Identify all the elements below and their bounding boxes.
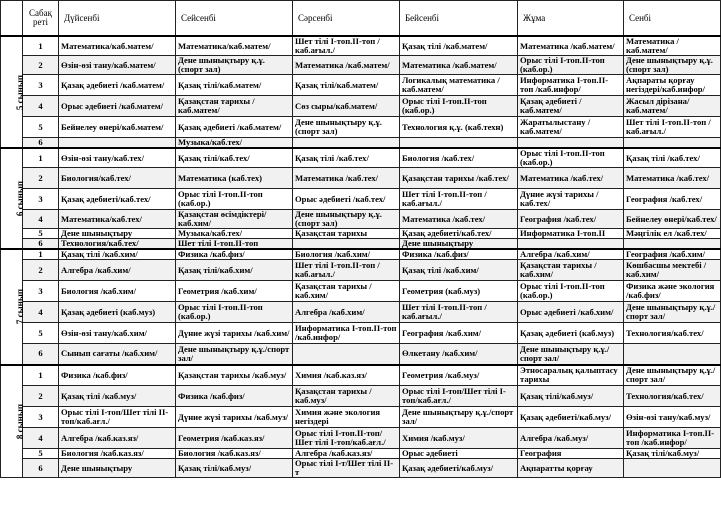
subject-cell bbox=[293, 239, 400, 250]
lesson-number: 5 bbox=[23, 229, 59, 239]
grade-label-text: 5 сынып bbox=[15, 74, 26, 110]
subject-cell: Музыка/каб.тех/ bbox=[176, 138, 293, 149]
subject-cell: Математика /каб.тех/ bbox=[624, 168, 721, 189]
subject-cell: Қазақстан тарихы /каб.хим/ bbox=[518, 260, 624, 281]
lesson-number: 3 bbox=[23, 75, 59, 96]
subject-cell: Бейнелеу өнері/каб.тех/ bbox=[624, 210, 721, 229]
subject-cell: Орыс әдебиеті /каб.матем/ bbox=[59, 96, 176, 117]
subject-cell: Ақпаратты қорғау bbox=[518, 459, 624, 478]
subject-cell: Қазақ тілі/каб.муз/ bbox=[624, 449, 721, 459]
schedule-row bbox=[1, 386, 721, 407]
schedule-row bbox=[1, 344, 721, 365]
subject-cell: Дене шынықтыру bbox=[400, 239, 518, 250]
subject-cell: Математика /каб.матем/ bbox=[518, 36, 624, 56]
subject-cell: Биология /каб.хим/ bbox=[293, 249, 400, 260]
subject-cell: Орыс тілі І-топ/Шет тілі І-топ/каб.ағл./ bbox=[400, 386, 518, 407]
lesson-number: 3 bbox=[23, 281, 59, 302]
subject-cell: Ақпараты қорғау негіздері/каб.инфор/ bbox=[624, 75, 721, 96]
subject-cell: Дене шынықтыру қ.ұ./спорт зал/ bbox=[624, 302, 721, 323]
subject-cell: Физика және экология /каб.физ/ bbox=[624, 281, 721, 302]
subject-cell: Қазақстан тарихы bbox=[293, 229, 400, 239]
schedule-row bbox=[1, 189, 721, 210]
subject-cell: Технология/каб.тех/ bbox=[624, 323, 721, 344]
lesson-number: 3 bbox=[23, 407, 59, 428]
subject-cell bbox=[624, 459, 721, 478]
schedule-row bbox=[1, 117, 721, 138]
subject-cell: Химия /каб.муз/ bbox=[400, 428, 518, 449]
subject-cell: Дене шынықтыру bbox=[59, 229, 176, 239]
subject-cell: Алгебра /каб.каз.яз/ bbox=[59, 428, 176, 449]
subject-cell: Шет тілі І-топ.ІІ-топ bbox=[176, 239, 293, 250]
schedule-row bbox=[1, 210, 721, 229]
lesson-number: 6 bbox=[23, 459, 59, 478]
day-header-tuesday: Сейсенбі bbox=[176, 1, 293, 37]
subject-cell: Орыс тілі І-топ.ІІ-топ (каб.ор.) bbox=[400, 96, 518, 117]
subject-cell: Орыс тілі І-топ.ІІ-топ (каб.ор.) bbox=[176, 189, 293, 210]
subject-cell: Дене шынықтыру қ.ұ./спорт зал/ bbox=[518, 344, 624, 365]
subject-cell: Орыс әдебиеті /каб.тех/ bbox=[293, 189, 400, 210]
day-header-thursday: Бейсенбі bbox=[400, 1, 518, 37]
subject-cell: Қазақ әдебиеті /каб.матем/ bbox=[176, 117, 293, 138]
subject-cell: Логикалық математика /каб.матем/ bbox=[400, 75, 518, 96]
day-header-saturday: Сенбі bbox=[624, 1, 721, 37]
subject-cell: Математика /каб.тех/ bbox=[518, 168, 624, 189]
subject-cell: Химия және экология негіздері bbox=[293, 407, 400, 428]
subject-cell: География /каб.тех/ bbox=[518, 210, 624, 229]
subject-cell: Дүние жүзі тарихы /каб.хим/ bbox=[176, 323, 293, 344]
schedule-row bbox=[1, 302, 721, 323]
subject-cell: Қазақ әдебиеті /каб.матем/ bbox=[518, 96, 624, 117]
subject-cell: Орыс тілі І-т/Шет тілі ІІ-т bbox=[293, 459, 400, 478]
schedule-row bbox=[1, 323, 721, 344]
subject-cell: Қазақ тілі /каб.тех/ bbox=[293, 148, 400, 168]
subject-cell: Алгебра /каб.хим/ bbox=[518, 249, 624, 260]
lesson-number-header: Сабақ реті bbox=[23, 1, 59, 37]
subject-cell: Өлкетану /каб.хим/ bbox=[400, 344, 518, 365]
subject-cell: Орыс тілі І-топ/Шет тілі ІІ-топ/каб.ағл./ bbox=[59, 407, 176, 428]
lesson-number: 1 bbox=[23, 148, 59, 168]
subject-cell: Математика /каб.матем/ bbox=[624, 36, 721, 56]
grade-label-text: 8 сынып bbox=[15, 403, 26, 439]
subject-cell bbox=[293, 344, 400, 365]
subject-cell: География /каб.хим/ bbox=[624, 249, 721, 260]
subject-cell: Дене шынықтыру қ.ұ./спорт зал/ bbox=[624, 365, 721, 386]
schedule-row bbox=[1, 428, 721, 449]
day-header-friday: Жұма bbox=[518, 1, 624, 37]
schedule-row bbox=[1, 75, 721, 96]
lesson-number: 6 bbox=[23, 344, 59, 365]
subject-cell: Дене шынықтыру қ.ұ.(спорт зал) bbox=[293, 210, 400, 229]
subject-cell: Дене шынықтыру қ.ұ./спорт зал/ bbox=[176, 344, 293, 365]
subject-cell: Физика /каб.физ/ bbox=[59, 365, 176, 386]
grade-label bbox=[1, 148, 26, 249]
subject-cell: Қазақстан тарихы /каб.хим/ bbox=[293, 281, 400, 302]
lesson-number: 4 bbox=[23, 302, 59, 323]
subject-cell: Физика /каб.физ/ bbox=[400, 249, 518, 260]
subject-cell: Өзін-өзі тану/каб.хим/ bbox=[59, 323, 176, 344]
subject-cell: Қазақ тілі /каб.тех/ bbox=[624, 148, 721, 168]
subject-cell: Мәңгілік ел /каб.тех/ bbox=[624, 229, 721, 239]
grade-label-text: 6 сынып bbox=[15, 180, 26, 217]
lesson-number: 5 bbox=[23, 117, 59, 138]
subject-cell bbox=[293, 138, 400, 149]
grade-label-text: 7 сынып bbox=[15, 289, 26, 325]
schedule-row bbox=[1, 281, 721, 302]
subject-cell: Сөз сыры/каб.матем/ bbox=[293, 96, 400, 117]
subject-cell: Қазақстан тарихы /каб.матем/ bbox=[176, 96, 293, 117]
subject-cell: Дүние жүзі тарихы /каб.муз/ bbox=[176, 407, 293, 428]
lesson-number: 4 bbox=[23, 210, 59, 229]
lesson-number: 4 bbox=[23, 96, 59, 117]
subject-cell: Технология қ.ұ. (каб.техн) bbox=[400, 117, 518, 138]
subject-cell: Математика /каб.матем/ bbox=[293, 56, 400, 75]
subject-cell: Химия /каб.каз.яз/ bbox=[293, 365, 400, 386]
lesson-number: 1 bbox=[23, 36, 59, 56]
subject-cell: Қазақ тілі /каб.хим/ bbox=[59, 249, 176, 260]
subject-cell: Қазақ әдебиеті (каб.муз) bbox=[518, 323, 624, 344]
subject-cell: Қазақ әдебиеті/каб.тех/ bbox=[59, 189, 176, 210]
lesson-number: 1 bbox=[23, 365, 59, 386]
subject-cell: Орыс тілі І-топ.ІІ-топ (каб.ор.) bbox=[518, 281, 624, 302]
subject-cell: Шет тілі І-топ.ІІ-топ /каб.ағыл./ bbox=[400, 189, 518, 210]
subject-cell: Математика /каб.тех/ bbox=[293, 168, 400, 189]
schedule-row bbox=[1, 168, 721, 189]
subject-cell: Биология /каб.каз.яз/ bbox=[59, 449, 176, 459]
subject-cell: Дүние жүзі тарихы /каб.тех/ bbox=[518, 189, 624, 210]
subject-cell: Геометрия /каб.хим/ bbox=[176, 281, 293, 302]
subject-cell: Қазақ әдебиеті (каб.муз) bbox=[59, 302, 176, 323]
subject-cell: Орыс тілі І-топ.ІІ-топ (каб.ор.) bbox=[176, 302, 293, 323]
lesson-number: 2 bbox=[23, 168, 59, 189]
subject-cell: География bbox=[518, 449, 624, 459]
subject-cell: Орыс тілі І-топ.ІІ-топ (каб.ор.) bbox=[518, 56, 624, 75]
subject-cell: Қазақ тілі/каб.муз/ bbox=[518, 386, 624, 407]
subject-cell: Орыс тілі І-топ.ІІ-топ/Шет тілі І-топ/каб.ағл./ bbox=[293, 428, 400, 449]
subject-cell: Өзін-өзі тану/каб.муз/ bbox=[624, 407, 721, 428]
subject-cell: Математика/каб.тех/ bbox=[59, 210, 176, 229]
subject-cell bbox=[518, 138, 624, 149]
subject-cell: Математика (каб.тех) bbox=[176, 168, 293, 189]
subject-cell: Бейнелеу өнері/каб.матем/ bbox=[59, 117, 176, 138]
subject-cell: Қазақ тілі/каб.хим/ bbox=[176, 260, 293, 281]
subject-cell: Информатика І-топ.ІІ bbox=[518, 229, 624, 239]
subject-cell: Информатика І-топ.ІІ-топ /каб.инфор/ bbox=[624, 428, 721, 449]
subject-cell bbox=[624, 138, 721, 149]
lesson-number: 5 bbox=[23, 323, 59, 344]
subject-cell: Қазақ тілі/каб.матем/ bbox=[176, 75, 293, 96]
header-row bbox=[1, 1, 721, 37]
lesson-number: 4 bbox=[23, 428, 59, 449]
subject-cell: Биология /каб.хим/ bbox=[59, 281, 176, 302]
subject-cell: Көшбасшы мектебі /каб.хим/ bbox=[624, 260, 721, 281]
schedule-row bbox=[1, 56, 721, 75]
subject-cell: Қазақстан өсімдіктері/каб.хим/ bbox=[176, 210, 293, 229]
subject-cell: Орыс тілі І-топ.ІІ-топ (каб.ор.) bbox=[518, 148, 624, 168]
subject-cell: Орыс әдебиеті bbox=[400, 449, 518, 459]
subject-cell: Қазақ әдебиеті /каб.матем/ bbox=[59, 75, 176, 96]
schedule-row bbox=[1, 260, 721, 281]
lesson-number: 5 bbox=[23, 449, 59, 459]
schedule-row bbox=[1, 229, 721, 239]
subject-cell: Информатика І-топ.ІІ-топ /каб.инфор/ bbox=[518, 75, 624, 96]
schedule-row bbox=[1, 239, 721, 250]
subject-cell: Технология/каб.тех/ bbox=[624, 386, 721, 407]
subject-cell: Технология/каб.тех/ bbox=[59, 239, 176, 250]
subject-cell: Математика /каб.тех/ bbox=[400, 210, 518, 229]
subject-cell bbox=[400, 138, 518, 149]
subject-cell: Қазақ тілі /каб.хим/ bbox=[400, 260, 518, 281]
subject-cell: Қазақстан тарихы /каб.муз/ bbox=[176, 365, 293, 386]
lesson-number: 3 bbox=[23, 189, 59, 210]
subject-cell: Сынып сағаты /каб.хим/ bbox=[59, 344, 176, 365]
subject-cell: Өзін-өзі тану/каб.тех/ bbox=[59, 148, 176, 168]
subject-cell: Шет тілі І-топ.ІІ-топ /каб.ағыл./ bbox=[400, 302, 518, 323]
subject-cell: География /каб.тех/ bbox=[624, 189, 721, 210]
subject-cell: Қазақ әдебиеті/каб.муз/ bbox=[400, 459, 518, 478]
schedule-row bbox=[1, 459, 721, 478]
lesson-number: 6 bbox=[23, 239, 59, 250]
grade-label bbox=[1, 365, 26, 478]
lesson-number: 1 bbox=[23, 249, 59, 260]
day-header-wednesday: Сәрсенбі bbox=[293, 1, 400, 37]
subject-cell: Алгебра /каб.муз/ bbox=[518, 428, 624, 449]
subject-cell: Қазақстан тарихы /каб.тех/ bbox=[400, 168, 518, 189]
subject-cell: Математика/каб.матем/ bbox=[176, 36, 293, 56]
schedule-row bbox=[1, 138, 721, 149]
schedule-row bbox=[1, 449, 721, 459]
subject-cell: Геометрия /каб.муз/ bbox=[400, 365, 518, 386]
subject-cell bbox=[59, 138, 176, 149]
subject-cell: Геометрия (каб.муз) bbox=[400, 281, 518, 302]
lesson-number: 2 bbox=[23, 56, 59, 75]
schedule-row bbox=[1, 249, 721, 260]
subject-cell: Дене шынықтыру bbox=[59, 459, 176, 478]
subject-cell: Биология/каб.тех/ bbox=[59, 168, 176, 189]
subject-cell: Шет тілі І-топ.ІІ-топ /каб.ағыл./ bbox=[293, 36, 400, 56]
schedule-row bbox=[1, 407, 721, 428]
grade-header bbox=[1, 1, 23, 37]
subject-cell: Өзін-өзі тану/каб.матем/ bbox=[59, 56, 176, 75]
subject-cell: Дене шынықтыру қ.ұ./спорт зал/ bbox=[400, 407, 518, 428]
subject-cell: Алгебра /каб.каз.яз/ bbox=[293, 449, 400, 459]
subject-cell: Жаратылыстану /каб.матем/ bbox=[518, 117, 624, 138]
subject-cell: Дене шынықтыру қ.ұ.(спорт зал) bbox=[293, 117, 400, 138]
subject-cell: Жасыл дірізана/каб.матем/ bbox=[624, 96, 721, 117]
subject-cell bbox=[624, 239, 721, 250]
subject-cell: Шет тілі І-топ.ІІ-топ /каб.ағыл./ bbox=[624, 117, 721, 138]
subject-cell bbox=[518, 239, 624, 250]
schedule-row bbox=[1, 365, 721, 386]
subject-cell: Қазақстан тарихы /каб.муз/ bbox=[293, 386, 400, 407]
lesson-number: 6 bbox=[23, 138, 59, 149]
subject-cell: Шет тілі І-топ.ІІ-топ /каб.ағыл./ bbox=[293, 260, 400, 281]
subject-cell: Биология /каб.каз.яз/ bbox=[176, 449, 293, 459]
subject-cell: Физика /каб.физ/ bbox=[176, 386, 293, 407]
day-header-monday: Дүйсенбі bbox=[59, 1, 176, 37]
subject-cell: Музыка/каб.тех/ bbox=[176, 229, 293, 239]
subject-cell: Биология /каб.тех/ bbox=[400, 148, 518, 168]
subject-cell: Дене шынықтыру қ.ұ.(спорт зал) bbox=[624, 56, 721, 75]
subject-cell: Геометрия /каб.каз.яз/ bbox=[176, 428, 293, 449]
subject-cell: Алгебра /каб.хим/ bbox=[293, 302, 400, 323]
subject-cell: Математика/каб.матем/ bbox=[59, 36, 176, 56]
subject-cell: Этносаралық қалыптасу тарихы bbox=[518, 365, 624, 386]
subject-cell: Қазақ әдебиеті/каб.муз/ bbox=[518, 407, 624, 428]
grade-label bbox=[1, 36, 26, 148]
subject-cell: Қазақ тілі /каб.матем/ bbox=[400, 36, 518, 56]
lesson-number: 2 bbox=[23, 260, 59, 281]
subject-cell: Математика /каб.матем/ bbox=[400, 56, 518, 75]
subject-cell: Физика /каб.физ/ bbox=[176, 249, 293, 260]
subject-cell: Қазақ тілі/каб.тех/ bbox=[176, 148, 293, 168]
subject-cell: География /каб.хим/ bbox=[400, 323, 518, 344]
schedule-row bbox=[1, 36, 721, 56]
grade-label bbox=[1, 249, 26, 365]
subject-cell: Қазақ әдебиеті/каб.тех/ bbox=[400, 229, 518, 239]
subject-cell: Дене шынықтыру қ.ұ. (спорт зал) bbox=[176, 56, 293, 75]
schedule-row bbox=[1, 96, 721, 117]
subject-cell: Алгебра /каб.хим/ bbox=[59, 260, 176, 281]
subject-cell bbox=[624, 344, 721, 365]
subject-cell: Қазақ тілі /каб.муз/ bbox=[59, 386, 176, 407]
schedule-body bbox=[1, 36, 721, 478]
subject-cell: Орыс әдебиеті /каб.хим/ bbox=[518, 302, 624, 323]
schedule-row bbox=[1, 148, 721, 168]
subject-cell: Қазақ тілі/каб.муз/ bbox=[176, 459, 293, 478]
subject-cell: Қазақ тілі/каб.матем/ bbox=[293, 75, 400, 96]
lesson-number: 2 bbox=[23, 386, 59, 407]
subject-cell: Информатика І-топ.ІІ-топ /каб.инфор/ bbox=[293, 323, 400, 344]
